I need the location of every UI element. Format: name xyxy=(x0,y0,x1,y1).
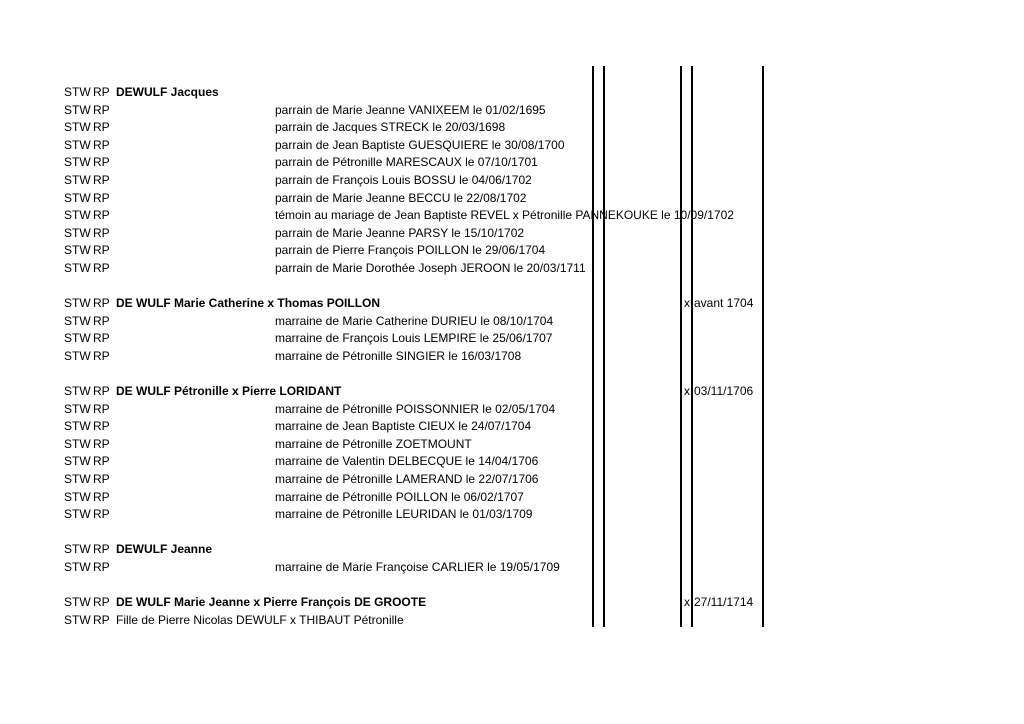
register-code: STW xyxy=(64,208,91,223)
event-description: marraine de Pétronille LAMERAND le 22/07/1706 xyxy=(275,472,539,487)
entry-row xyxy=(0,471,1024,489)
register-code: STW xyxy=(64,102,91,117)
register-code: STW xyxy=(64,85,91,99)
entry-header-row xyxy=(0,541,1024,559)
entry-row xyxy=(0,313,1024,331)
register-code: STW xyxy=(64,454,91,469)
entry-row xyxy=(0,225,1024,243)
register-subcode: RP xyxy=(93,560,110,575)
register-code: STW xyxy=(64,172,91,187)
entry-header-row xyxy=(0,383,1024,401)
blank-row xyxy=(0,366,1024,384)
entry-row xyxy=(0,489,1024,507)
register-subcode: RP xyxy=(93,313,110,328)
marriage-mark: x xyxy=(684,595,690,610)
blank-row xyxy=(0,577,1024,595)
register-subcode: RP xyxy=(93,454,110,469)
event-description: marraine de François Louis LEMPIRE le 25/06/1707 xyxy=(275,331,553,346)
entry-row xyxy=(0,242,1024,260)
register-code: STW xyxy=(64,612,91,627)
register-code: STW xyxy=(64,296,91,311)
register-code: STW xyxy=(64,331,91,346)
register-subcode: RP xyxy=(93,542,110,557)
entry-row xyxy=(0,418,1024,436)
entry-row xyxy=(0,260,1024,278)
register-code: STW xyxy=(64,472,91,487)
register-code: STW xyxy=(64,260,91,275)
entry-header-row xyxy=(0,84,1024,102)
register-subcode: RP xyxy=(93,348,110,363)
register-code: STW xyxy=(64,225,91,240)
event-description: marraine de Pétronille ZOETMOUNT xyxy=(275,436,472,451)
register-code: STW xyxy=(64,137,91,152)
register-code: STW xyxy=(64,595,91,610)
register-code: STW xyxy=(64,348,91,363)
person-name: DE WULF Marie Jeanne x Pierre François DE GROOTE xyxy=(116,595,427,610)
entry-header-row xyxy=(0,295,1024,313)
blank-row xyxy=(0,278,1024,296)
register-subcode: RP xyxy=(93,260,110,275)
person-name: DEWULF Jacques xyxy=(116,85,219,99)
blank-row xyxy=(0,524,1024,542)
entry-row xyxy=(0,330,1024,348)
event-description: parrain de Jacques STRECK le 20/03/1698 xyxy=(275,120,506,135)
event-description: marraine de Pétronille POISSONNIER le 02/05/1704 xyxy=(275,401,556,416)
register-subcode: RP xyxy=(93,331,110,346)
register-code: STW xyxy=(64,313,91,328)
entry-row xyxy=(0,190,1024,208)
register-subcode: RP xyxy=(93,208,110,223)
entry-row xyxy=(0,506,1024,524)
register-subcode: RP xyxy=(93,102,110,117)
marriage-date: 27/11/1714 xyxy=(694,595,754,610)
register-subcode: RP xyxy=(93,595,110,610)
entry-row xyxy=(0,207,1024,225)
event-description: marraine de Marie Françoise CARLIER le 19/05/1709 xyxy=(275,560,560,575)
event-description: marraine de Pétronille POILLON le 06/02/1707 xyxy=(275,489,524,504)
entry-row xyxy=(0,137,1024,155)
entry-row xyxy=(0,172,1024,190)
event-description: marraine de Pétronille LEURIDAN le 01/03/1709 xyxy=(275,507,533,522)
event-description: parrain de Marie Jeanne BECCU le 22/08/1702 xyxy=(275,190,527,205)
register-code: STW xyxy=(64,489,91,504)
register-entries xyxy=(0,84,1024,629)
event-description: Fille de Pierre Nicolas DEWULF x THIBAUT Pétronille xyxy=(116,612,404,627)
register-subcode: RP xyxy=(93,419,110,434)
entry-row xyxy=(0,453,1024,471)
register-subcode: RP xyxy=(93,436,110,451)
register-code: STW xyxy=(64,542,91,557)
register-code: STW xyxy=(64,190,91,205)
register-code: STW xyxy=(64,419,91,434)
event-description: marraine de Pétronille SINGIER le 16/03/1708 xyxy=(275,348,522,363)
marriage-mark: x xyxy=(684,384,690,399)
register-code: STW xyxy=(64,560,91,575)
marriage-date: 03/11/1706 xyxy=(694,384,754,399)
entry-row xyxy=(0,612,1024,630)
event-description: parrain de Marie Jeanne VANIXEEM le 01/02/1695 xyxy=(275,102,546,117)
register-subcode: RP xyxy=(93,225,110,240)
event-description: parrain de François Louis BOSSU le 04/06/1702 xyxy=(275,172,532,187)
event-description: parrain de Marie Dorothée Joseph JEROON le 20/03/1711 xyxy=(275,260,586,275)
register-subcode: RP xyxy=(93,612,110,627)
event-description: parrain de Marie Jeanne PARSY le 15/10/1702 xyxy=(275,225,525,240)
register-code: STW xyxy=(64,436,91,451)
register-code: STW xyxy=(64,507,91,522)
register-subcode: RP xyxy=(93,190,110,205)
marriage-mark: x xyxy=(684,296,690,311)
register-subcode: RP xyxy=(93,401,110,416)
event-description: témoin au mariage de Jean Baptiste REVEL x Pétronille PANNEKOUKE le 10/09/1702 xyxy=(275,208,734,223)
person-name: DE WULF Marie Catherine x Thomas POILLON xyxy=(116,296,381,311)
register-subcode: RP xyxy=(93,507,110,522)
register-subcode: RP xyxy=(93,472,110,487)
register-code: STW xyxy=(64,384,91,399)
register-subcode: RP xyxy=(93,489,110,504)
register-code: STW xyxy=(64,401,91,416)
register-subcode: RP xyxy=(93,384,110,399)
event-description: parrain de Pétronille MARESCAUX le 07/10/1701 xyxy=(275,155,538,170)
entry-row xyxy=(0,154,1024,172)
event-description: marraine de Jean Baptiste CIEUX le 24/07/1704 xyxy=(275,419,532,434)
entry-row xyxy=(0,559,1024,577)
register-subcode: RP xyxy=(93,155,110,170)
event-description: parrain de Jean Baptiste GUESQUIERE le 30/08/1700 xyxy=(275,137,565,152)
person-name: DEWULF Jeanne xyxy=(116,542,213,557)
event-description: marraine de Marie Catherine DURIEU le 08/10/1704 xyxy=(275,313,554,328)
register-subcode: RP xyxy=(93,296,110,311)
register-code: STW xyxy=(64,243,91,258)
entry-row xyxy=(0,401,1024,419)
entry-row xyxy=(0,436,1024,454)
register-subcode: RP xyxy=(93,137,110,152)
person-name: DE WULF Pétronille x Pierre LORIDANT xyxy=(116,384,342,399)
register-subcode: RP xyxy=(93,85,110,99)
entry-header-row xyxy=(0,594,1024,612)
register-code: STW xyxy=(64,155,91,170)
entry-row xyxy=(0,102,1024,120)
event-description: marraine de Valentin DELBECQUE le 14/04/1706 xyxy=(275,454,539,469)
register-subcode: RP xyxy=(93,243,110,258)
register-subcode: RP xyxy=(93,172,110,187)
marriage-date: avant 1704 xyxy=(694,296,754,311)
event-description: parrain de Pierre François POILLON le 29/06/1704 xyxy=(275,243,546,258)
entry-row xyxy=(0,119,1024,137)
register-code: STW xyxy=(64,120,91,135)
entry-row xyxy=(0,348,1024,366)
register-subcode: RP xyxy=(93,120,110,135)
